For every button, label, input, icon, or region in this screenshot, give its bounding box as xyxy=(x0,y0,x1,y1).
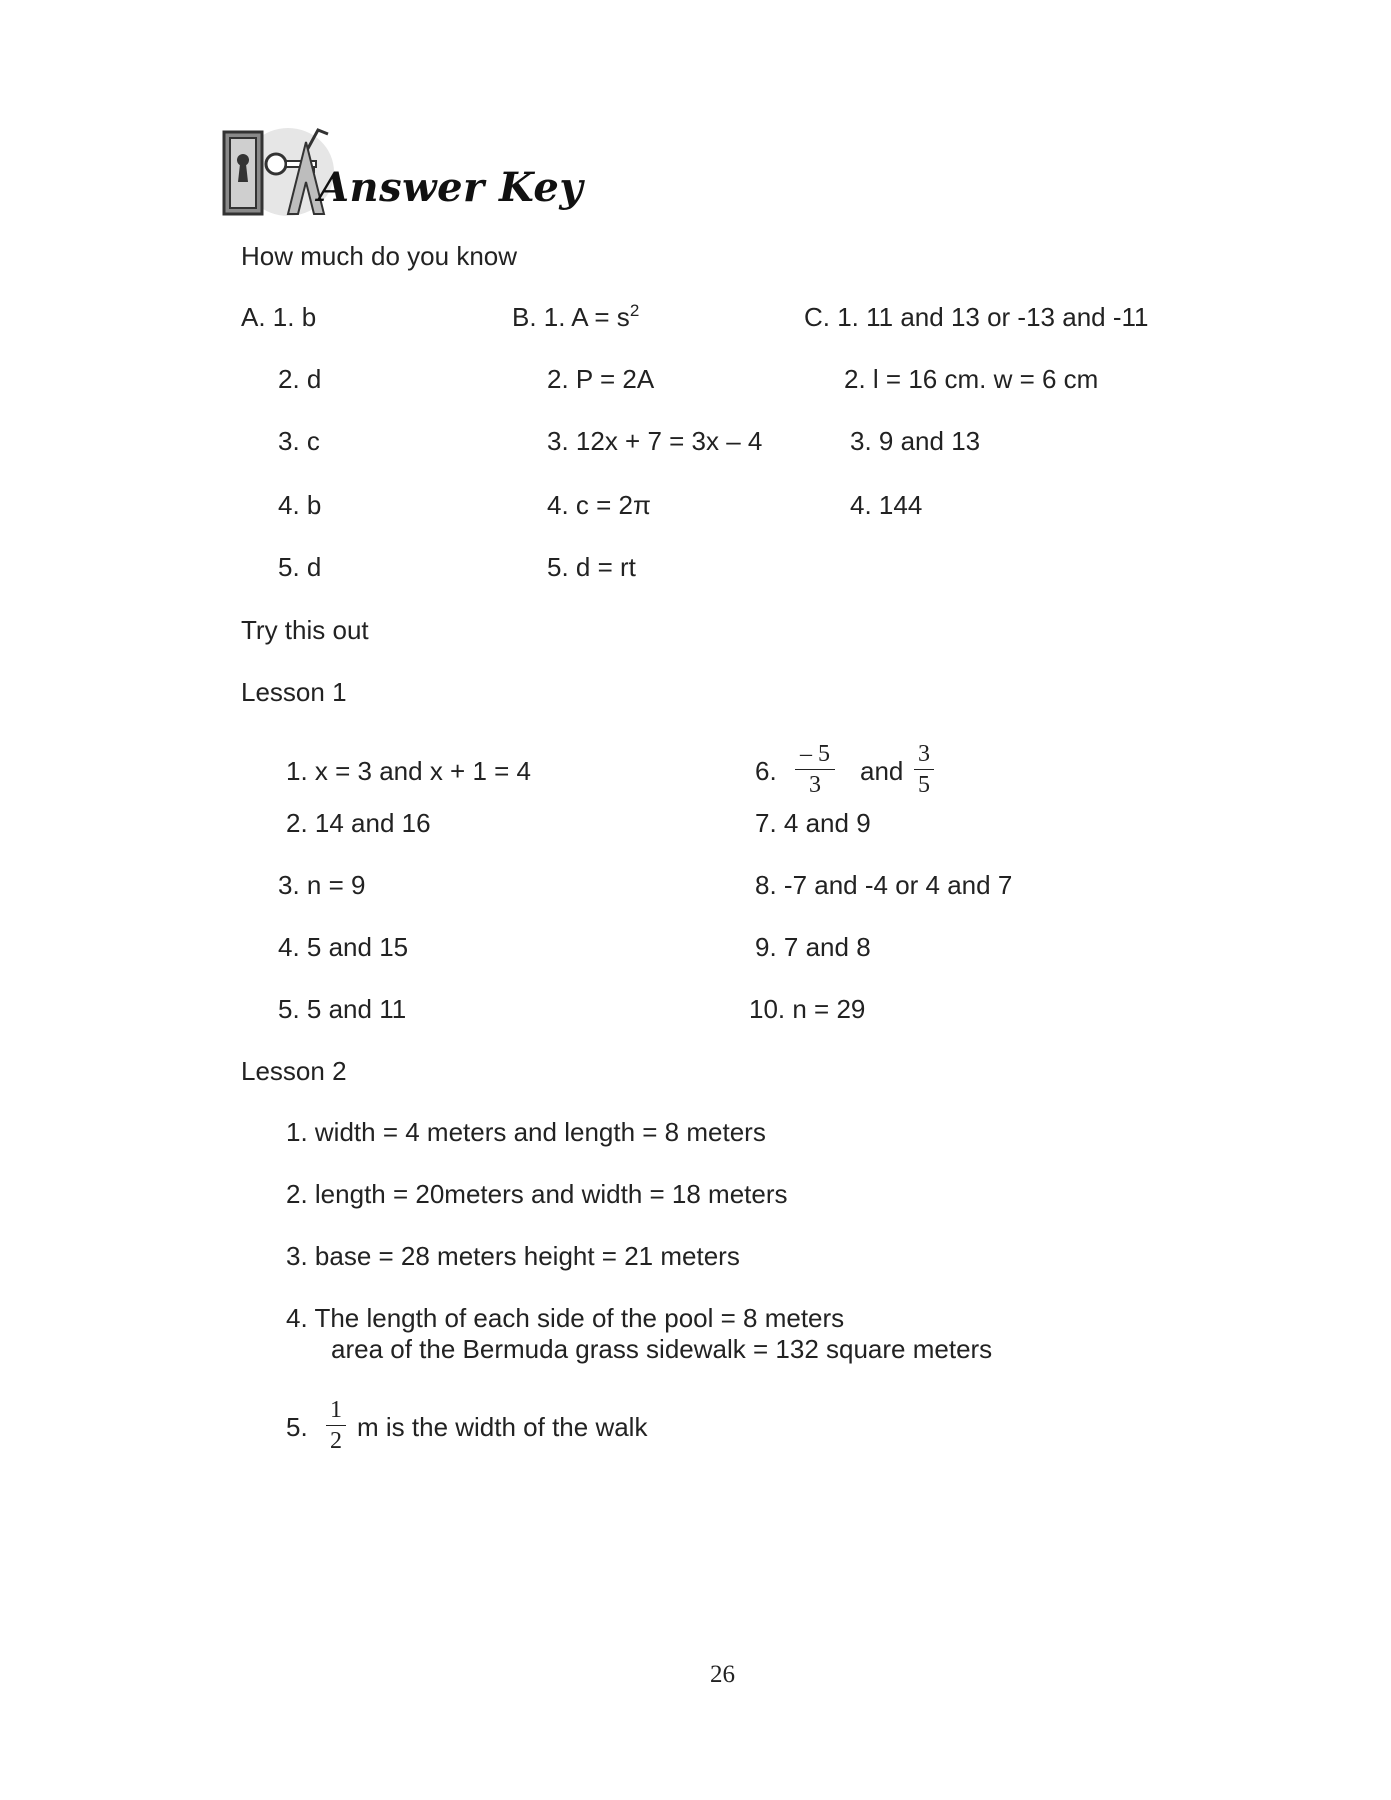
answer-a4: 4. b xyxy=(278,490,322,520)
fraction-denominator: 2 xyxy=(330,1428,342,1454)
lesson2-answer-4-line1: 4. The length of each side of the pool = 8 meters xyxy=(286,1303,845,1333)
lesson2-answer-4-line2: area of the Bermuda grass sidewalk = 132 square meters xyxy=(331,1334,993,1364)
answer-b1-text: B. 1. A = s xyxy=(512,302,630,332)
page-title: Answer Key xyxy=(318,164,584,211)
answer-c1: C. 1. 11 and 13 or -13 and -11 xyxy=(804,302,1149,332)
fraction-bar xyxy=(914,769,934,770)
answer-c3: 3. 9 and 13 xyxy=(850,426,981,456)
fraction-denominator: 5 xyxy=(918,772,930,798)
answer-a5: 5. d xyxy=(278,552,322,582)
fraction-numerator: – 5 xyxy=(800,741,830,767)
lesson1-answer-2: 2. 14 and 16 xyxy=(286,808,431,838)
lesson-heading: Lesson 1 xyxy=(241,677,347,707)
answer-c2: 2. l = 16 cm. w = 6 cm xyxy=(844,364,1099,394)
lesson1-answer-6-label: 6. xyxy=(755,756,777,786)
lesson2-answer-1: 1. width = 4 meters and length = 8 meters xyxy=(286,1117,766,1147)
exponent: 2 xyxy=(629,301,640,320)
lesson2-answer-2: 2. length = 20meters and width = 18 meters xyxy=(286,1179,788,1209)
lesson-heading: Lesson 2 xyxy=(241,1056,347,1086)
lesson1-answer-6-and: and xyxy=(860,756,904,786)
fraction-numerator: 3 xyxy=(918,741,930,767)
section-heading: Try this out xyxy=(241,615,369,645)
answer-c4: 4. 144 xyxy=(850,490,923,520)
fraction-neg-five-thirds xyxy=(795,741,835,798)
answer-b3: 3. 12x + 7 = 3x – 4 xyxy=(547,426,763,456)
lesson1-answer-5: 5. 5 and 11 xyxy=(278,994,407,1024)
fraction-one-half xyxy=(326,1397,346,1454)
answer-b5: 5. d = rt xyxy=(547,552,636,582)
page-number: 26 xyxy=(710,1661,735,1688)
answer-b2: 2. P = 2A xyxy=(547,364,655,394)
lesson2-answer-3: 3. base = 28 meters height = 21 meters xyxy=(286,1241,740,1271)
lesson1-answer-8: 8. -7 and -4 or 4 and 7 xyxy=(755,870,1013,900)
answer-a2: 2. d xyxy=(278,364,322,394)
lesson1-answer-10: 10. n = 29 xyxy=(749,994,866,1024)
lesson1-answer-9: 9. 7 and 8 xyxy=(755,932,871,962)
lesson1-answer-4: 4. 5 and 15 xyxy=(278,932,409,962)
fraction-bar xyxy=(795,769,835,770)
answer-b1 xyxy=(512,302,639,332)
fraction-denominator: 3 xyxy=(809,772,821,798)
section-heading: How much do you know xyxy=(241,241,518,271)
answer-a3: 3. c xyxy=(278,426,320,456)
answer-a1: A. 1. b xyxy=(241,302,317,332)
answer-b4: 4. c = 2π xyxy=(547,490,651,520)
lesson2-answer-5-text: m is the width of the walk xyxy=(357,1412,648,1442)
lesson1-answer-1: 1. x = 3 and x + 1 = 4 xyxy=(286,756,532,786)
fraction-three-fifths xyxy=(914,741,934,798)
fraction-bar xyxy=(326,1425,346,1426)
lesson1-answer-3: 3. n = 9 xyxy=(278,870,366,900)
fraction-numerator: 1 xyxy=(330,1397,342,1423)
lesson1-answer-7: 7. 4 and 9 xyxy=(755,808,871,838)
lesson2-answer-5-label: 5. xyxy=(286,1412,308,1442)
